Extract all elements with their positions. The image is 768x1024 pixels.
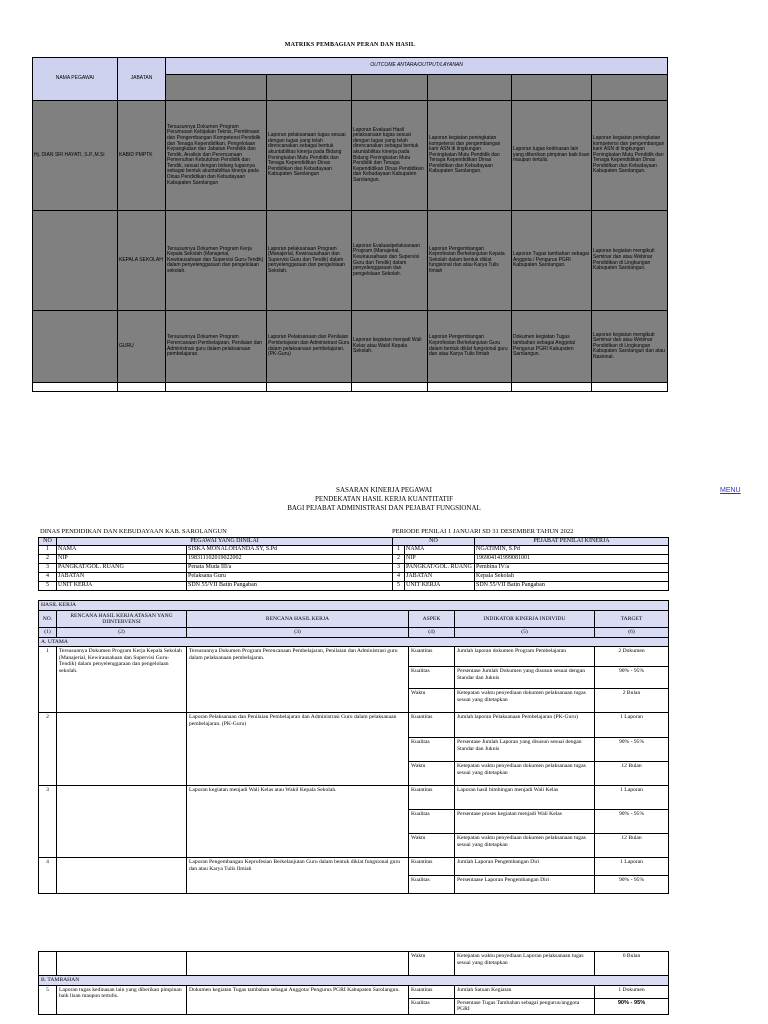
pegawai-row <box>39 564 669 573</box>
matrix-cell: Laporan Pengembangan Keprofesian Berkelanjutan Guru dalam bentuk diklat fungsional guru dan atau Karya Tulis Ilmiah <box>428 311 512 383</box>
penilai-unit-kerja: SDN 55/VII Batin Pangaban <box>475 582 669 591</box>
row-no: 1 <box>393 546 405 555</box>
col-number: (5) <box>455 628 595 638</box>
table-row <box>39 952 669 976</box>
target: 12 Bulan <box>595 834 669 858</box>
matrix-cell: Laporan Pelaksanaan dan Penilaian Pembelajaran dan Administrasi Guru dalam pelaksanaan pembelajaran. (PK-Guru) <box>267 311 352 383</box>
col-jabatan: JABATAN <box>118 58 166 101</box>
matrix-empty-cell <box>352 383 428 392</box>
matrix-empty-cell <box>267 383 352 392</box>
dinilai-pangkat: Penata Muda III/a <box>187 564 393 573</box>
indikator: Persentase Tugas Tambahan sebagai pengurus/anggota PGRI <box>455 998 595 1014</box>
target: 90% - 95% <box>595 998 669 1014</box>
col-number: (3) <box>187 628 409 638</box>
matrix-cell: Dokumen kegiatan Tugas tambahan sebagai Anggota/ Pengurus PGRI Kabupaten Sarolangun. <box>512 311 592 383</box>
matrix-empty-cell <box>512 383 592 392</box>
target: 1 Laporan <box>595 858 669 876</box>
indikator: Jumlah Laporan Pengembangan Diri <box>455 858 595 876</box>
indikator: Ketepatan waktu penyediaan Laporan pelaksanaan tugas sesuai yang ditetapkan <box>455 952 595 976</box>
target: 1 Laporan <box>595 786 669 810</box>
matrix-empty-cell <box>118 383 166 392</box>
indikator-header: INDIKATOR KINERJA INDIVIDU <box>455 611 595 628</box>
matrix-row <box>33 211 668 311</box>
row-no: 4 <box>39 858 57 894</box>
aspek: Waktu <box>409 762 455 786</box>
matrix-cell: Laporan Pengembangan Keprofesian Berkelanjutan Kepala Sekolah dalam bentuk diklat fungsional dan atau Karya Tulis Ilmiah <box>428 211 512 311</box>
rencana-hasil: Laporan Pelaksanaan dan Penilaian Pembelajaran dan Administrasi Guru dalam pelaksanaan pembelajaran. (PK-Guru) <box>187 713 409 786</box>
pegawai-table <box>38 537 669 591</box>
dinilai-unit-kerja: SDN 55/VII Batin Pangaban <box>187 582 393 591</box>
row-no-empty <box>39 952 57 976</box>
col-number: (4) <box>409 628 455 638</box>
rencana-hasil: Tersusunnya Dokumen Program Perencanaan Pembelajaran, Penilaian dan Administrasi guru dalam pelaksanaan pembelajaran. <box>187 647 409 713</box>
matrix-cell: Laporan Tugas tambahan sebagai Anggota / Pengurus PGRI Kabupaten Sarolangun. <box>512 211 592 311</box>
indikator: Ketepatan waktu penyediaan dokumen pelaksanaan tugas sesuai yang ditetapkan <box>455 762 595 786</box>
rencana-hasil: Laporan Pengembangan Keprofesian Berkelanjutan Guru dalam bentuk diklat fungsional guru dan atau Karya Tulis Ilmiah <box>187 858 409 894</box>
dinilai-jabatan: Pelaksana Guru <box>187 573 393 582</box>
aspek: Kuantitas <box>409 786 455 810</box>
target: 90% - 95% <box>595 810 669 834</box>
aspek: Kuantitas <box>409 647 455 667</box>
table-row <box>39 786 669 810</box>
aspek: Kuantitas <box>409 713 455 738</box>
instansi-label: DINAS PENDIDIKAN DAN KEBUDAYAAN KAB. SAROLANGUN <box>40 528 227 535</box>
row-no: 2 <box>39 713 57 786</box>
matrix-cell: Tersusunnya Dokumen Program Perumusan Kebijakan Teknis, Pembinaan dan Pengembangan Kompetensi Pendidik dan Tenaga Kependidikan, Pengelolaan Kepangkatan dan Jabatan Pendidik dan Tendik, Analisis dan Perencanaan Pemenuhan Kebutuhan Pendidik dan Tendik, sesuai dengan bidang tugasnya sebagai bentuk akuntabilitas kinerja pada Dinas Pendidikan dan Kebudayaan Kabupaten Sarolangun <box>166 101 267 211</box>
row-no: 1 <box>39 546 57 555</box>
penilai-nama: NGATIMIN, S.Pd <box>475 546 669 555</box>
outcome-col-3 <box>352 75 428 101</box>
row-no: 4 <box>39 573 57 582</box>
matrix-nama <box>33 311 118 383</box>
section-utama: A. UTAMA <box>39 637 669 647</box>
skp-subtitle-2: BAGI PEJABAT ADMINISTRASI DAN PEJABAT FUNGSIONAL <box>287 504 481 512</box>
outcome-col-2 <box>267 75 352 101</box>
matrix-row <box>33 101 668 211</box>
target: 90% - 95% <box>595 876 669 894</box>
target: 90% - 95% <box>595 667 669 689</box>
matrix-jabatan: KABID PMPTK <box>118 101 166 211</box>
skp-title: SASARAN KINERJA PEGAWAI <box>336 486 432 494</box>
matrix-cell: Laporan pelaksanaan Program (Manajerial, Kewirausahaan dan Supervisi Guru dan Tendik) dalam penyelenggaraan dan pengelolaan Sekolah. <box>267 211 352 311</box>
col-number: (1) <box>39 628 57 638</box>
outcome-col-6 <box>592 75 668 101</box>
aspek: Waktu <box>409 689 455 713</box>
matrix-cell: Laporan tugas kedinasan lain yang diberikan pimpinan baik lisan maupun tertulis. <box>512 101 592 211</box>
pegawai-row <box>39 582 669 591</box>
aspek: Kualitas <box>409 998 455 1014</box>
field-label: UNIT KERJA <box>57 582 187 591</box>
target-header: TARGET <box>595 611 669 628</box>
field-label: NAMA <box>57 546 187 555</box>
aspek: Kualitas <box>409 738 455 762</box>
target: 12 Bulan <box>595 762 669 786</box>
indikator: Persentase Jumlah Dokumen yang disusun sesuai dengan Standar dan Juknis <box>455 667 595 689</box>
aspek: Waktu <box>409 952 455 976</box>
indikator: Jumlah laporan dokumen Program Pembelajaran <box>455 647 595 667</box>
outcome-col-4 <box>428 75 512 101</box>
matrix-cell: Tersusunnya Dokumen Program Kerja Kepala Sekolah (Manajerial, Kewirausahaan dan Supervisi Guru-Tendik) dalam penyelenggaraan dan pengelolaan sekolah. <box>166 211 267 311</box>
table-row <box>39 858 669 876</box>
rencana-atasan <box>57 858 187 894</box>
no-header: NO <box>39 538 57 546</box>
dinilai-header: PEGAWAI YANG DINILAI <box>57 538 393 546</box>
row-no: 2 <box>39 555 57 564</box>
section-tambahan: B. TAMBAHAN <box>39 976 669 986</box>
matrix-cell: Laporan kegiatan menjadi Wali Kelas atau Wakil Kepala Sekolah. <box>352 311 428 383</box>
penilai-pangkat: Pembina IV/a <box>475 564 669 573</box>
matrix-cell: Tersusunnya Dokumen Program Perencanaan Pembelajaran, Penilaian dan Administrasi guru dalam pelaksanaan pembelajaran. <box>166 311 267 383</box>
skp-subtitle: PENDEKATAN HASIL KERJA KUANTITATIF <box>314 495 454 503</box>
row-no: 1 <box>39 647 57 713</box>
indikator: Jumlah laporan Pelaksanaan Pembelajaran (PK-Guru) <box>455 713 595 738</box>
aspek: Kualitas <box>409 810 455 834</box>
target: 1 Laporan <box>595 713 669 738</box>
row-no: 5 <box>393 582 405 591</box>
target: 2 Bulan <box>595 689 669 713</box>
penilai-jabatan: Kepala Sekolah <box>475 573 669 582</box>
aspek: Waktu <box>409 834 455 858</box>
field-label: NIP <box>57 555 187 564</box>
matrix-jabatan: GURU <box>118 311 166 383</box>
target: 1 Dokumen <box>595 985 669 998</box>
rencana-hasil: Laporan kegiatan menjadi Wali Kelas atau Wakil Kepala Sekolah. <box>187 786 409 858</box>
row-no: 3 <box>39 564 57 573</box>
rencana-atasan-empty <box>57 952 187 976</box>
aspek-header: ASPEK <box>409 611 455 628</box>
matrix-cell: Laporan kegiatan mengikuti Seminar dan atau Webinar Pendidikan di Lingkungan Kabupaten Sarolangun dan atau Nasional. <box>592 311 668 383</box>
indikator: Persentaase Laporan Pengembangan Diri <box>455 876 595 894</box>
matrix-cell: Laporan kegiatan mengikuti Seminar dan atau Webinar Pendidikan di Lingkungan Kabupaten Sarolangun. <box>592 211 668 311</box>
target: 6 Bulan <box>595 952 669 976</box>
matrix-cell: Laporan kegiatan peningkatan kompetensi dan pengembangan karir ASN di lingkungan Peningkatan Mutu Pendidik dan Tenaga Kependidikan Dinas Pendidikan dan Kebudayaan Kabupaten Sarolangun. <box>428 101 512 211</box>
field-label: PANGKAT/GOL. RUANG <box>405 564 475 573</box>
row-no: 3 <box>39 786 57 858</box>
rencana-hasil: Dokumen kegiatan Tugas tambahan sebagai Anggota/ Pengurus PGRI Kabupaten Sarolangun. <box>187 985 409 1014</box>
role-matrix-table <box>32 57 668 392</box>
indikator: Ketepatan waktu penyediaan dokumen pelaksanaan tugas sesuai yang ditetapkan <box>455 834 595 858</box>
rencana-atasan-header: RENCANA HASIL KERJA ATASAN YANG DIINTERVENSI <box>57 611 187 628</box>
dinilai-nip: 198311102019022002 <box>187 555 393 564</box>
outcome-col-1 <box>166 75 267 101</box>
indikator: Persentase Jumlah Laporan yang disusun sesuai dengan Standar dan Juknis <box>455 738 595 762</box>
col-number: (6) <box>595 628 669 638</box>
table-row <box>39 985 669 998</box>
col-outcome: OUTCOME ANTARA/OUTPUT/LAYANAN <box>166 58 668 75</box>
rencana-hasil-empty <box>187 952 409 976</box>
col-nama-pegawai: NAMA PEGAWAI <box>33 58 118 101</box>
penilai-header: PEJABAT PENILAI KINERJA <box>475 538 669 546</box>
aspek: Kualitas <box>409 667 455 689</box>
field-label: JABATAN <box>405 573 475 582</box>
hasil-kerja-section: HASIL KERJA <box>39 601 669 611</box>
matrix-jabatan: KEPALA SEKOLAH <box>118 211 166 311</box>
rencana-atasan: Tersusunnya Dokumen Program Kerja Kepala Sekolah (Manajerial, Kewirausahaan dan Supervisi Guru-Tendik) dalam penyelenggaraan dan pengelolaan sekolah. <box>57 647 187 713</box>
matrix-cell: Laporan Evaluasi Hasil pelaksanaan tugas sesuai dengan tugas yang telah direncanakan sebagai bentuk akuntabilitas kinerja pada Bidang Peningkatan Mutu Pendidik dan Tenaga Kependidikan Dinas Pendidikan dan Kebudayaan Kabupaten Sarolangun. <box>352 101 428 211</box>
table-row <box>39 713 669 738</box>
hasil-kerja-table <box>38 600 669 894</box>
rencana-atasan: Laporan tugas kedinasan lain yang diberikan pimpinan baik lisan maupun tertulis. <box>57 985 187 1014</box>
no-header: NO. <box>39 611 57 628</box>
row-no: 5 <box>39 582 57 591</box>
dinilai-nama: SISKA MONALOHANDA.SY, S.Pd <box>187 546 393 555</box>
target: 90% - 95% <box>595 738 669 762</box>
indikator: Jumlah Satuan Kegiatan <box>455 985 595 998</box>
menu-link[interactable]: MENU <box>720 487 741 494</box>
table-row <box>39 647 669 667</box>
field-label: NAMA <box>405 546 475 555</box>
row-no: 4 <box>393 573 405 582</box>
matrix-empty-cell <box>33 383 118 392</box>
matrix-cell: Laporan pelaksanaan tugas sesuai dengan tugas yang telah direncanakan sebagai bentuk akuntabilitas kinerja pada Bidang Peningkatan Mutu Pendidik dan Tenaga Kependidikan Dinas Pendidikan dan Kebudayaan Kabupaten Sarolangun <box>267 101 352 211</box>
rencana-atasan <box>57 786 187 858</box>
matrix-empty-cell <box>592 383 668 392</box>
matrix-nama: Hj. DIAN SRI HAYATI, S.P.,M.Si <box>33 101 118 211</box>
field-label: JABATAN <box>57 573 187 582</box>
matrix-nama <box>33 211 118 311</box>
hasil-kerja-table-continued <box>38 951 669 1015</box>
penilai-nip: 196904141999081001 <box>475 555 669 564</box>
row-no: 5 <box>39 985 57 1014</box>
target: 2 Dokumen <box>595 647 669 667</box>
field-label: PANGKAT/GOL. RUANG <box>57 564 187 573</box>
matrix-title: MATRIKS PEMBAGIAN PERAN DAN HASIL <box>284 42 416 48</box>
no-header: NO <box>393 538 475 546</box>
field-label: NIP <box>405 555 475 564</box>
field-label: UNIT KERJA <box>405 582 475 591</box>
pegawai-row <box>39 546 669 555</box>
indikator: Persentase proses kegiatan menjadi Wali Kelas <box>455 810 595 834</box>
outcome-col-5 <box>512 75 592 101</box>
rencana-atasan <box>57 713 187 786</box>
periode-label: PERIODE PENILAI 1 JANUARI SD 31 DESEMBER TAHUN 2022 <box>392 528 574 535</box>
matrix-empty-cell <box>166 383 267 392</box>
row-no: 3 <box>393 564 405 573</box>
col-number: (2) <box>57 628 187 638</box>
row-no: 2 <box>393 555 405 564</box>
indikator: Ketepatan waktu penyediaan dokumen pelaksanaan tugas sesuai yang ditetapkan <box>455 689 595 713</box>
pegawai-row <box>39 573 669 582</box>
matrix-empty-cell <box>428 383 512 392</box>
aspek: Kuantitas <box>409 985 455 998</box>
rencana-header: RENCANA HASIL KERJA <box>187 611 409 628</box>
aspek: Kualitas <box>409 876 455 894</box>
matrix-row <box>33 311 668 383</box>
indikator: Laporan hasil bimbingan menjadi Wali Kelas <box>455 786 595 810</box>
matrix-cell: Laporan kegiatan peningkatan kompetensi dan pengembangan karir ASN di lingkungan Peningkatan Mutu Pendidik dan Tenaga Kependidikan Dinas Pendidikan dan Kebudayaan Kabupaten Sarolangun. <box>592 101 668 211</box>
matrix-cell: Laporan Evaluasipelaksanaan Program (Manajerial, Kewirausahaan dan Supervisi Guru dan Tendik) dalam penyelenggaraan dan pengelolaan Sekolah. <box>352 211 428 311</box>
pegawai-row <box>39 555 669 564</box>
aspek: Kuantitas <box>409 858 455 876</box>
